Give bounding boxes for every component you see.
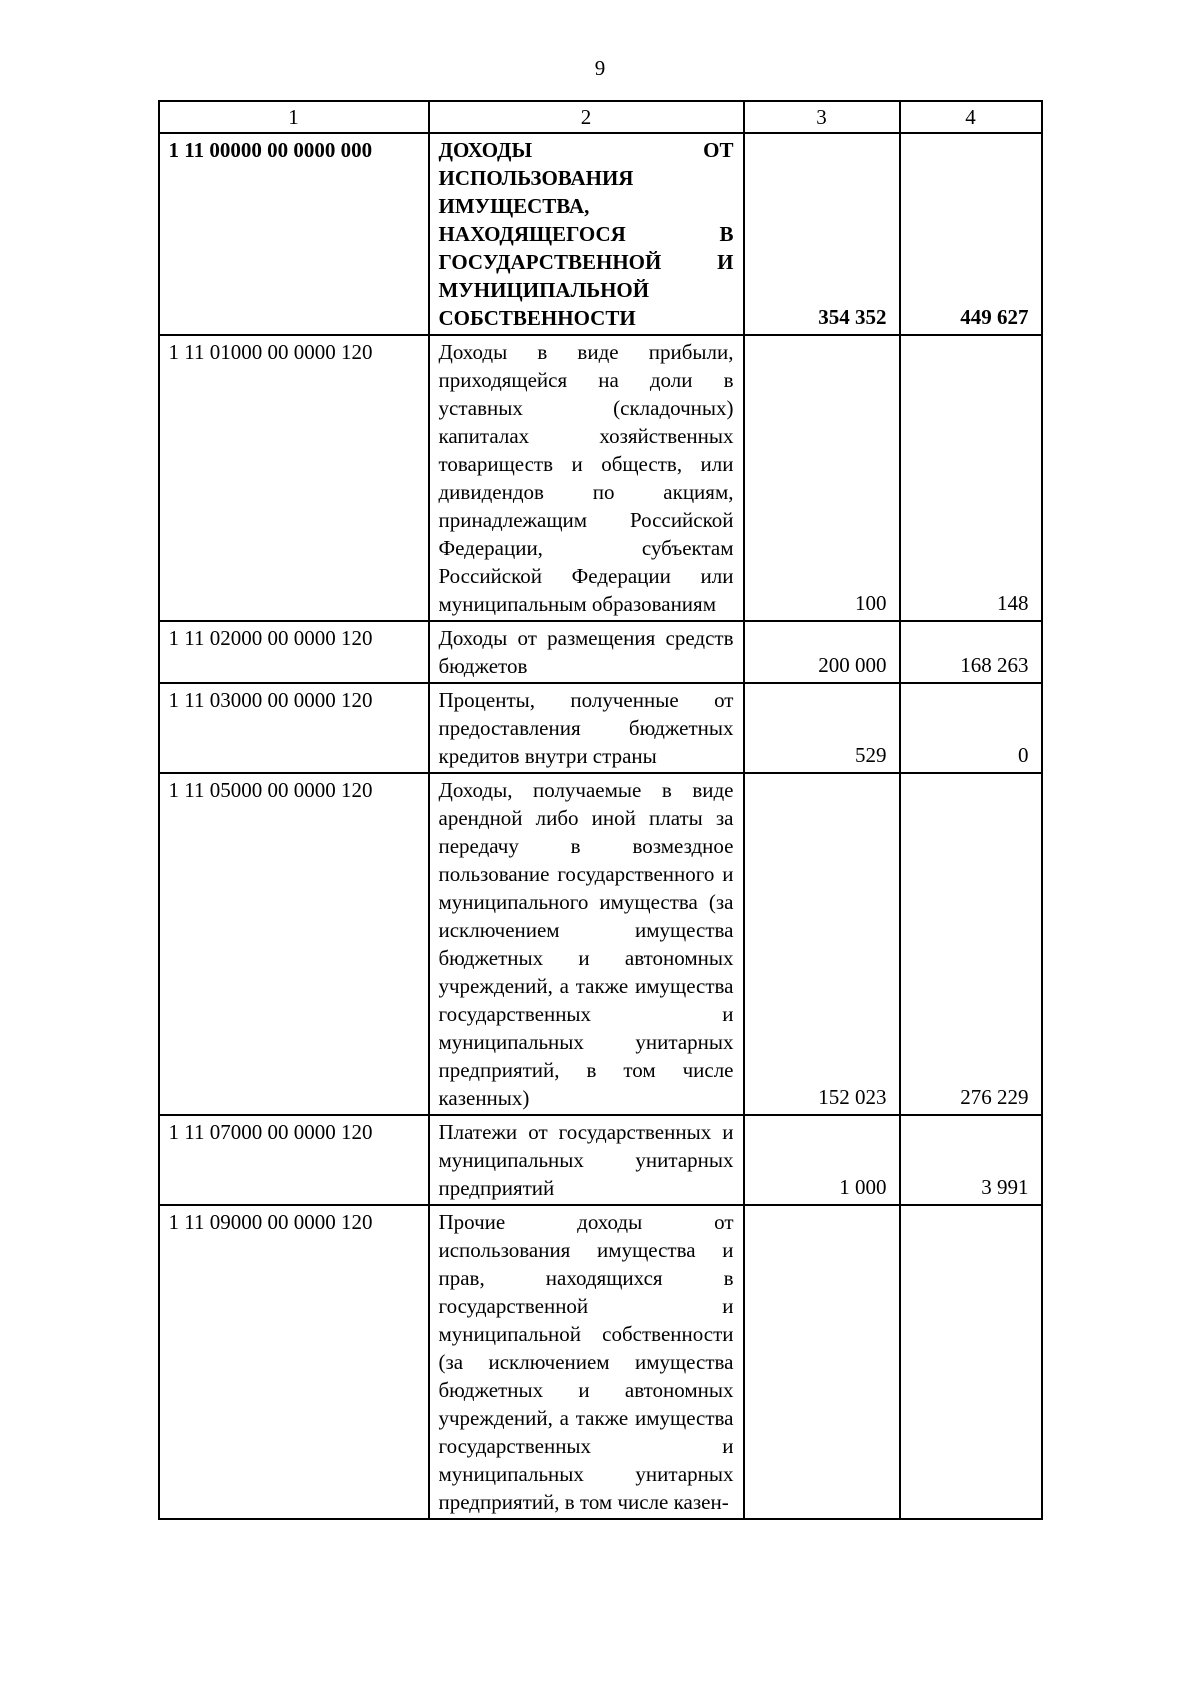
row-amount-col3: 354 352 bbox=[744, 133, 900, 335]
row-amount-col4: 449 627 bbox=[900, 133, 1042, 335]
column-header-4: 4 bbox=[900, 101, 1042, 133]
row-budget-code: 1 11 01000 00 0000 120 bbox=[159, 335, 429, 621]
column-header-1: 1 bbox=[159, 101, 429, 133]
row-income-name: Доходы в виде прибыли, приходящейся на доли в уставных (складочных) капиталах хозяйственных товариществ и обществ, или дивидендов по акциям, принадлежащим Российской Федерации, субъектам Российской Федерации или муниципальным образованиям bbox=[429, 335, 744, 621]
row-amount-col4: 276 229 bbox=[900, 773, 1042, 1115]
row-income-name: Доходы от размещения средств бюджетов bbox=[429, 621, 744, 683]
row-amount-col3: 200 000 bbox=[744, 621, 900, 683]
budget-revenue-table bbox=[158, 100, 1043, 1520]
page-number: 9 bbox=[594, 56, 606, 80]
row-amount-col4: 168 263 bbox=[900, 621, 1042, 683]
row-income-name: Прочие доходы от использования имущества и прав, находящихся в государственной и муниципальной собственности (за исключением имущества бюджетных и автономных учреждений, а также имущества государственных и муниципальных унитарных предприятий, в том числе казен- bbox=[429, 1205, 744, 1519]
row-income-name: Доходы, получаемые в виде арендной либо иной платы за передачу в возмездное пользование государственного и муниципального имущества (за исключением имущества бюджетных и автономных учреждений, а также имущества государственных и муниципальных унитарных предприятий, в том числе казенных) bbox=[429, 773, 744, 1115]
table-row bbox=[159, 621, 1042, 683]
row-budget-code: 1 11 00000 00 0000 000 bbox=[159, 133, 429, 335]
row-amount-col3: 152 023 bbox=[744, 773, 900, 1115]
row-budget-code: 1 11 05000 00 0000 120 bbox=[159, 773, 429, 1115]
table-row bbox=[159, 133, 1042, 335]
row-income-name: Платежи от государственных и муниципальных унитарных предприятий bbox=[429, 1115, 744, 1205]
row-budget-code: 1 11 09000 00 0000 120 bbox=[159, 1205, 429, 1519]
row-budget-code: 1 11 07000 00 0000 120 bbox=[159, 1115, 429, 1205]
table-row bbox=[159, 1205, 1042, 1519]
row-amount-col3: 1 000 bbox=[744, 1115, 900, 1205]
table-row bbox=[159, 773, 1042, 1115]
row-income-name: Проценты, полученные от предоставления бюджетных кредитов внутри страны bbox=[429, 683, 744, 773]
table-row bbox=[159, 1115, 1042, 1205]
table-row bbox=[159, 335, 1042, 621]
row-amount-col3 bbox=[744, 1205, 900, 1519]
row-amount-col3: 529 bbox=[744, 683, 900, 773]
row-amount-col4 bbox=[900, 1205, 1042, 1519]
column-header-3: 3 bbox=[744, 101, 900, 133]
row-amount-col4: 0 bbox=[900, 683, 1042, 773]
table-row bbox=[159, 683, 1042, 773]
row-amount-col4: 3 991 bbox=[900, 1115, 1042, 1205]
row-amount-col3: 100 bbox=[744, 335, 900, 621]
row-budget-code: 1 11 02000 00 0000 120 bbox=[159, 621, 429, 683]
row-amount-col4: 148 bbox=[900, 335, 1042, 621]
column-header-2: 2 bbox=[429, 101, 744, 133]
table-header-row bbox=[159, 101, 1042, 133]
row-budget-code: 1 11 03000 00 0000 120 bbox=[159, 683, 429, 773]
row-income-name: ДОХОДЫ ОТ ИСПОЛЬЗОВАНИЯ ИМУЩЕСТВА, НАХОДЯЩЕГОСЯ В ГОСУДАРСТВЕННОЙ И МУНИЦИПАЛЬНОЙ СОБСТВЕННОСТИ bbox=[429, 133, 744, 335]
